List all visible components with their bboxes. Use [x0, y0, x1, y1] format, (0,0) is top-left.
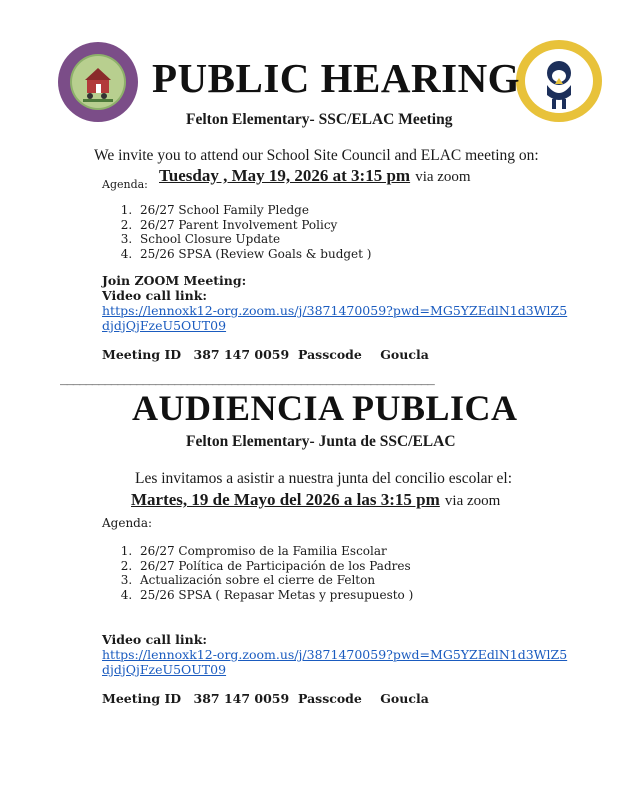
section-separator: ___________________________________________________________ [60, 371, 434, 386]
list-item: 1. 26/27 Compromiso de la Familia Escolar [136, 544, 520, 559]
spanish-passcode-row [298, 691, 429, 707]
passcode-row [298, 347, 429, 363]
spanish-meeting-date [131, 490, 500, 511]
page-title: PUBLIC HEARING [152, 55, 521, 101]
meeting-id-label: Meeting ID [102, 347, 182, 362]
meeting-id-row [102, 347, 289, 363]
list-item: 4. 25/26 SPSA ( Repasar Metas y presupuesto ) [136, 588, 520, 603]
spanish-zoom-link-line2[interactable]: djdjQjFzeU5OUT09 [102, 662, 227, 677]
spanish-meeting-id-value: 387 147 0059 [193, 691, 290, 706]
passcode-label: Passcode [298, 347, 362, 362]
via-text: via zoom [415, 169, 471, 185]
passcode-value: Goucla [380, 347, 429, 362]
spanish-zoom-link[interactable] [102, 647, 572, 677]
spanish-meeting-date-text: Martes, 19 de Mayo del 2026 a las 3:15 pm [131, 490, 440, 509]
video-call-label: Video call link: [102, 288, 208, 303]
spanish-zoom-link-line1[interactable]: https://lennoxk12-org.zoom.us/j/3871470059?pwd=MG5YZEdlN1d3WlZ5 [102, 647, 568, 662]
zoom-link-line1[interactable]: https://lennoxk12-org.zoom.us/j/3871470059?pwd=MG5YZEdlN1d3WlZ5 [102, 303, 568, 318]
agenda-label: Agenda: [102, 178, 148, 191]
invite-text: We invite you to attend our School Site Council and ELAC meeting on: [94, 147, 539, 164]
meeting-date-text: Tuesday , May 19, 2026 at 3:15 pm [159, 166, 411, 185]
spanish-passcode-value: Goucla [380, 691, 429, 706]
spanish-agenda-list [100, 544, 520, 602]
list-item: 1. 26/27 School Family Pledge [136, 203, 500, 218]
spanish-subtitle: Felton Elementary- Junta de SSC/ELAC [186, 433, 456, 450]
zoom-link[interactable] [102, 303, 572, 333]
meeting-date [159, 166, 471, 187]
agenda-list [100, 203, 500, 261]
spanish-meeting-id-label: Meeting ID [102, 691, 182, 706]
spanish-passcode-label: Passcode [298, 691, 362, 706]
list-item: 3. Actualización sobre el cierre de Felton [136, 573, 520, 588]
spanish-invite-text: Les invitamos a asistir a nuestra junta del concilio escolar el: [135, 470, 513, 487]
district-logo [57, 41, 139, 123]
list-item: 3. School Closure Update [136, 232, 500, 247]
list-item: 2. 26/27 Política de Participación de los Padres [136, 559, 520, 574]
spanish-video-call-label: Video call link: [102, 632, 208, 647]
spanish-via-text: via zoom [444, 493, 501, 509]
spanish-meeting-id-row [102, 691, 289, 707]
spanish-agenda-label: Agenda: [102, 516, 153, 530]
zoom-link-line2[interactable]: djdjQjFzeU5OUT09 [102, 318, 227, 333]
spanish-title: AUDIENCIA PUBLICA [132, 388, 518, 428]
join-zoom-label: Join ZOOM Meeting: [102, 273, 247, 288]
page-subtitle: Felton Elementary- SSC/ELAC Meeting [186, 111, 453, 128]
meeting-id-value: 387 147 0059 [193, 347, 290, 362]
list-item: 4. 25/26 SPSA (Review Goals & budget ) [136, 247, 500, 262]
list-item: 2. 26/27 Parent Involvement Policy [136, 218, 500, 233]
falcons-logo [514, 39, 604, 123]
